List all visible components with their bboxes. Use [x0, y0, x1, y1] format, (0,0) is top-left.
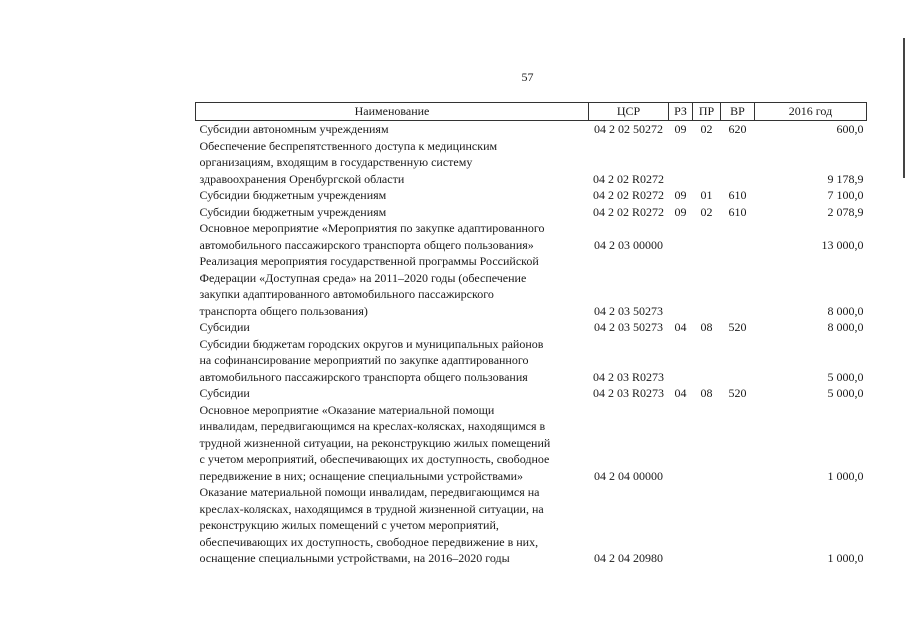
row-rz: 09: [674, 188, 687, 202]
row-vr: [721, 484, 755, 567]
row-amount: 13 000,0: [821, 237, 864, 252]
header-vr: ВР: [721, 103, 755, 121]
row-name-line: Основное мероприятие «Оказание материальной помощи: [199, 402, 495, 417]
row-csr: 04 2 03 R0273: [592, 369, 664, 384]
row-rz: 09: [674, 204, 687, 219]
table-row: [196, 319, 867, 336]
row-name-line: креслах-колясках, находящимся в трудной жизненной ситуации, на: [199, 501, 544, 516]
row-name-line: Субсидии бюджетам городских округов и муниципальных районов: [199, 336, 544, 351]
row-rz: [669, 138, 693, 188]
row-name-line: Субсидии бюджетным учреждениям: [199, 204, 387, 219]
row-name: [196, 138, 589, 188]
row-name: [196, 385, 589, 402]
header-year: 2016 год: [755, 103, 867, 121]
row-rz: [669, 253, 693, 319]
row-rz: 04: [674, 386, 687, 400]
row-amount: 2 078,9: [827, 204, 864, 219]
row-name-line: здравоохранения Оренбургской области: [199, 171, 405, 186]
row-name-line: Федерации «Доступная среда» на 2011–2020 годы (обеспечение: [199, 270, 527, 285]
row-name-line: транспорта общего пользования): [199, 303, 368, 318]
row-name: [196, 402, 589, 485]
row-pr: [693, 336, 721, 386]
row-amount: 1 000,0: [827, 551, 864, 565]
row-pr: 02: [700, 122, 713, 136]
page-number: 57: [521, 70, 534, 84]
row-csr: 04 2 02 R0272: [592, 188, 664, 202]
row-name-line: организациям, входящим в государственную систему: [199, 155, 473, 169]
row-amount: 5 000,0: [827, 386, 864, 400]
row-name: [196, 121, 589, 138]
row-csr: 04 2 02 R0272: [592, 171, 664, 186]
header-pr: ПР: [693, 103, 721, 121]
row-name-line: Субсидии бюджетным учреждениям: [199, 188, 387, 202]
row-vr: [721, 336, 755, 386]
row-name-line: инвалидам, передвигающимся на креслах-колясках, находящимся в: [199, 419, 546, 433]
row-vr: 610: [728, 204, 747, 219]
row-csr: 04 2 04 20980: [594, 551, 663, 565]
row-csr: 04 2 03 R0273: [592, 386, 664, 400]
table-row: [196, 220, 867, 253]
row-name: [196, 187, 589, 204]
row-pr: 08: [700, 386, 713, 400]
row-rz: 04: [674, 320, 687, 334]
row-vr: 620: [728, 122, 747, 136]
row-amount: 8 000,0: [827, 303, 864, 318]
row-name-line: с учетом мероприятий, обеспечивающих их доступность, свободное: [199, 452, 550, 466]
row-name-line: реконструкцию жилых помещений с учетом мероприятий,: [199, 518, 499, 532]
row-amount: 8 000,0: [827, 320, 864, 334]
table-body: [196, 121, 867, 567]
row-name-line: на софинансирование мероприятий по закупке адаптированного: [199, 353, 529, 367]
row-vr: 520: [728, 320, 747, 334]
row-csr: 04 2 03 50273: [594, 320, 663, 334]
row-pr: 08: [700, 320, 713, 334]
table-row: [196, 138, 867, 188]
row-rz: 09: [674, 122, 687, 136]
row-csr: 04 2 02 50272: [594, 122, 663, 136]
row-pr: [693, 253, 721, 319]
row-name-line: передвижение в них; оснащение специальными устройствами»: [199, 468, 524, 483]
row-name-line: автомобильного пассажирского транспорта общего пользования»: [199, 237, 534, 252]
row-name-line: оснащение специальными устройствами, на 2016–2020 годы: [199, 551, 510, 565]
row-name-line: обеспечивающих их доступность, свободное передвижение в них,: [199, 534, 539, 549]
row-name-line: Субсидии: [199, 386, 250, 400]
row-vr: [721, 402, 755, 485]
row-name-line: Субсидии автономным учреждениям: [199, 122, 389, 136]
row-amount: 7 100,0: [827, 188, 864, 202]
row-rz: [669, 336, 693, 386]
row-amount: 600,0: [836, 122, 864, 136]
table-row: [196, 253, 867, 319]
row-csr: 04 2 03 50273: [594, 303, 663, 318]
row-name-line: Реализация мероприятия государственной программы Российской: [199, 254, 539, 268]
row-name-line: трудной жизненной ситуации, на реконструкцию жилых помещений: [199, 435, 551, 450]
row-name: [196, 319, 589, 336]
table-header: [196, 103, 867, 121]
row-name: [196, 336, 589, 386]
row-name-line: Субсидии: [199, 320, 250, 334]
table-row: [196, 121, 867, 138]
row-amount: 5 000,0: [827, 369, 864, 384]
row-amount: 9 178,9: [827, 171, 864, 186]
row-pr: 02: [700, 204, 713, 219]
table-row: [196, 336, 867, 386]
table-row: [196, 187, 867, 204]
table-row: [196, 385, 867, 402]
row-amount: 1 000,0: [827, 468, 864, 483]
row-name: [196, 204, 589, 221]
header-name: Наименование: [196, 103, 589, 121]
row-csr: 04 2 03 00000: [594, 237, 663, 252]
budget-table: [195, 102, 867, 567]
header-rz: РЗ: [669, 103, 693, 121]
row-pr: [693, 220, 721, 253]
row-pr: [693, 484, 721, 567]
row-name-line: Обеспечение беспрепятственного доступа к медицинским: [199, 138, 498, 153]
table-row: [196, 402, 867, 485]
row-vr: 520: [728, 386, 747, 400]
row-name: [196, 220, 589, 253]
row-name-line: автомобильного пассажирского транспорта общего пользования: [199, 369, 528, 384]
row-csr: 04 2 04 00000: [594, 468, 663, 483]
row-pr: 01: [700, 188, 713, 202]
row-vr: [721, 138, 755, 188]
row-csr: 04 2 02 R0272: [592, 204, 664, 219]
row-name: [196, 253, 589, 319]
row-name-line: Основное мероприятие «Мероприятия по закупке адаптированного: [199, 221, 545, 235]
header-row: [196, 103, 867, 121]
row-vr: [721, 220, 755, 253]
row-pr: [693, 402, 721, 485]
row-name-line: закупки адаптированного автомобильного пассажирского: [199, 287, 494, 301]
row-name-line: Оказание материальной помощи инвалидам, передвигающимся на: [199, 485, 540, 499]
row-rz: [669, 220, 693, 253]
table-row: [196, 204, 867, 221]
header-csr: ЦСР: [589, 103, 669, 121]
row-vr: [721, 253, 755, 319]
row-vr: 610: [728, 188, 747, 202]
row-pr: [693, 138, 721, 188]
row-rz: [669, 402, 693, 485]
row-rz: [669, 484, 693, 567]
row-name: [196, 484, 589, 567]
table-row: [196, 484, 867, 567]
